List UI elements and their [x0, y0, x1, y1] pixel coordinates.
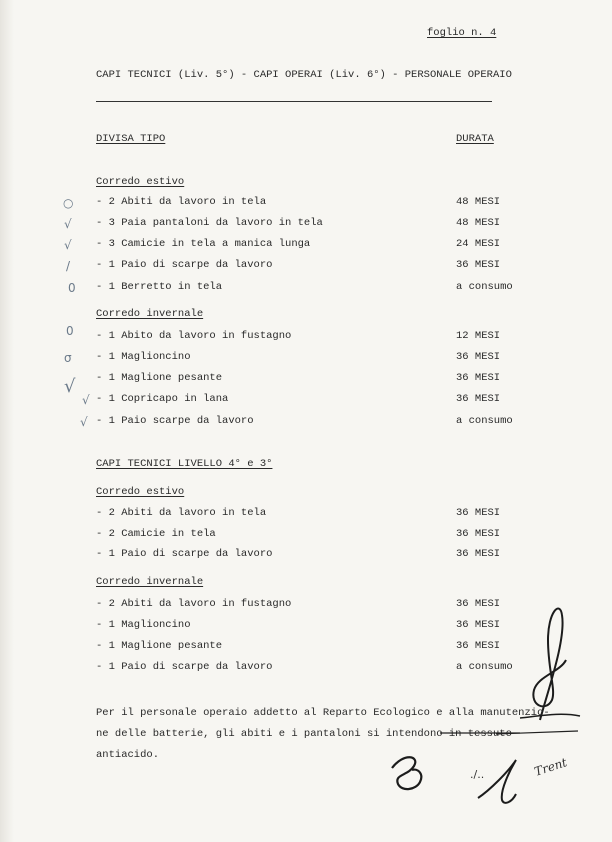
signature-stroke — [533, 608, 566, 720]
duration-value: 36 MESI — [456, 351, 501, 363]
duration-value: 24 MESI — [456, 238, 501, 250]
zero-mark-icon: 0 — [66, 324, 74, 338]
signature-stroke — [520, 714, 580, 718]
header-title: CAPI TECNICI (Liv. 5°) - CAPI OPERAI (Liv. 6°) - PERSONALE OPERAIO — [96, 69, 512, 81]
circle-mark-icon: ○ — [63, 196, 74, 210]
section2-summer-title: Corredo estivo — [96, 486, 185, 498]
zero-mark-icon: 0 — [68, 281, 76, 295]
handwritten-signature-1: Trent — [532, 755, 569, 779]
list-item: - 1 Paio di scarpe da lavoro — [96, 548, 273, 560]
list-item: - 2 Abiti da lavoro in tela — [96, 507, 267, 519]
list-item: - 1 Paio di scarpe da lavoro — [96, 661, 273, 673]
note-line: ne delle batterie, gli abiti e i pantaloni si intendono in tessuto — [96, 728, 512, 740]
duration-value: a consumo — [456, 415, 513, 427]
list-item: - 1 Maglioncino — [96, 351, 191, 363]
list-item: - 1 Paio di scarpe da lavoro — [96, 259, 273, 271]
list-item: - 2 Abiti da lavoro in fustagno — [96, 598, 292, 610]
list-item: - 1 Maglione pesante — [96, 640, 223, 652]
check-mark-icon: √ — [64, 238, 72, 252]
list-item: - 1 Berretto in tela — [96, 281, 223, 293]
duration-value: 36 MESI — [456, 372, 501, 384]
column-header-item: DIVISA TIPO — [96, 133, 166, 145]
section2-winter-title: Corredo invernale — [96, 576, 204, 588]
dots-mark: ./.. — [470, 768, 485, 781]
duration-value: 36 MESI — [456, 528, 501, 540]
check-mark-icon: √ — [82, 393, 90, 407]
signature-stroke — [392, 757, 421, 789]
column-header-duration: DURATA — [456, 133, 494, 145]
list-item: - 1 Maglione pesante — [96, 372, 223, 384]
section1-winter-title: Corredo invernale — [96, 308, 204, 320]
duration-value: 12 MESI — [456, 330, 501, 342]
duration-value: 36 MESI — [456, 640, 501, 652]
duration-value: 36 MESI — [456, 619, 501, 631]
section2-title: CAPI TECNICI LIVELLO 4° e 3° — [96, 458, 273, 470]
check-mark-icon: √ — [64, 376, 76, 397]
duration-value: 48 MESI — [456, 196, 501, 208]
duration-value: a consumo — [456, 661, 513, 673]
duration-value: a consumo — [456, 281, 513, 293]
list-item: - 1 Maglioncino — [96, 619, 191, 631]
list-item: - 1 Abito da lavoro in fustagno — [96, 330, 292, 342]
section1-summer-title: Corredo estivo — [96, 176, 185, 188]
list-item: - 2 Camicie in tela — [96, 528, 216, 540]
duration-value: 36 MESI — [456, 393, 501, 405]
list-item: - 2 Abiti da lavoro in tela — [96, 196, 267, 208]
check-mark-icon: / — [66, 259, 71, 273]
list-item: - 3 Paia pantaloni da lavoro in tela — [96, 217, 323, 229]
duration-value: 36 MESI — [456, 259, 501, 271]
duration-value: 36 MESI — [456, 507, 501, 519]
check-mark-icon: √ — [80, 415, 88, 429]
signature-stroke — [478, 760, 516, 803]
list-item: - 1 Paio scarpe da lavoro — [96, 415, 254, 427]
page-number: foglio n. 4 — [427, 27, 497, 39]
duration-value: 48 MESI — [456, 217, 501, 229]
note-line: antiacido. — [96, 749, 160, 761]
duration-value: 36 MESI — [456, 548, 501, 560]
zero-mark-icon: σ — [64, 351, 72, 365]
duration-value: 36 MESI — [456, 598, 501, 610]
list-item: - 3 Camicie in tela a manica lunga — [96, 238, 311, 250]
list-item: - 1 Copricapo in lana — [96, 393, 229, 405]
check-mark-icon: √ — [64, 217, 72, 231]
note-line: Per il personale operaio addetto al Reparto Ecologico e alla manutenzio- — [96, 707, 550, 719]
